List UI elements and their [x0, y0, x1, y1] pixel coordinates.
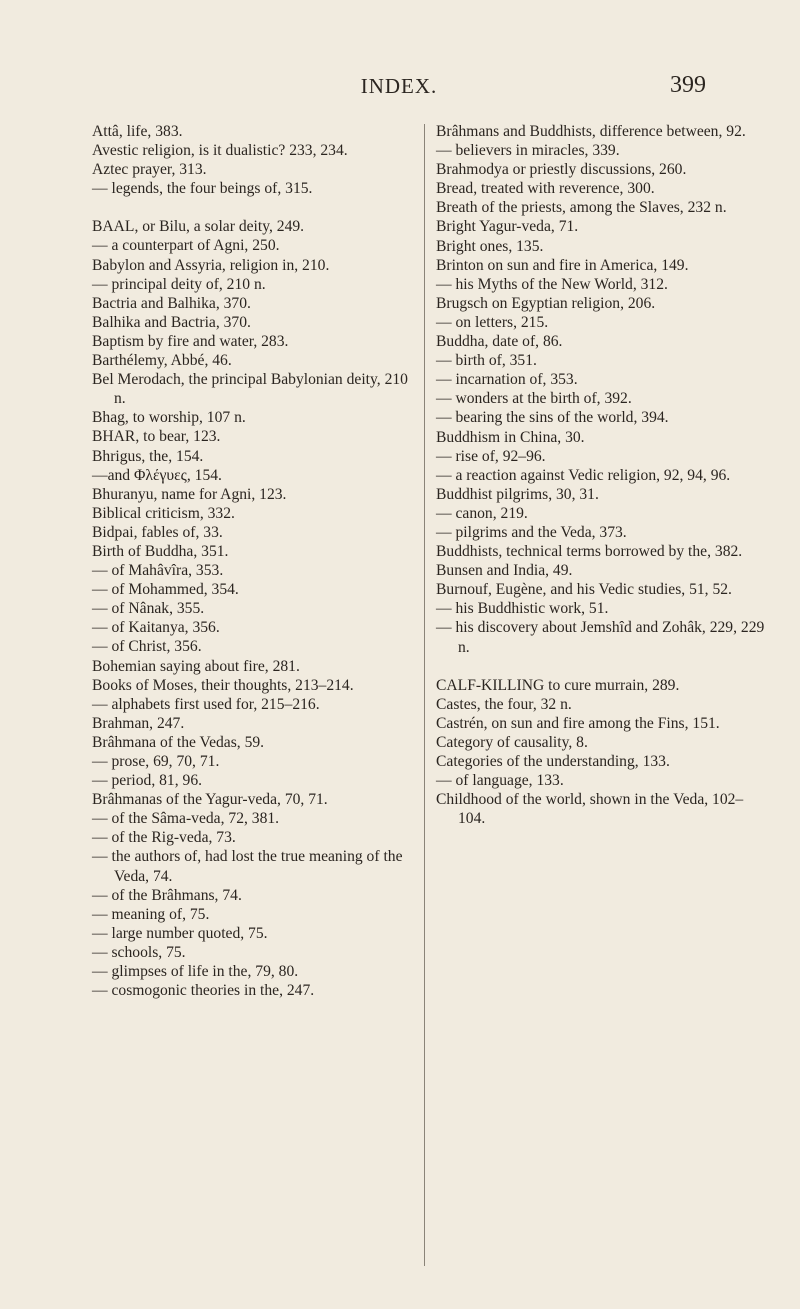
index-entry: Brahmodya or priestly discussions, 260.: [436, 161, 687, 179]
index-entry: — of language, 133.: [436, 772, 564, 790]
index-entry: BAAL, or Bilu, a solar deity, 249.: [92, 218, 305, 236]
index-entry: Baptism by fire and water, 283.: [92, 332, 289, 350]
page-number: 399: [670, 72, 706, 98]
index-entry: Buddha, date of, 86.: [436, 333, 563, 351]
index-entry: Castrén, on sun and fire among the Fins, 151.: [436, 714, 720, 732]
index-entry: Bidpai, fables of, 33.: [92, 523, 223, 541]
running-title: INDEX.: [360, 74, 438, 98]
index-entry: — principal deity of, 210 n.: [92, 275, 266, 293]
index-entry: Bel Merodach, the principal Babylonian deity, 210 n.: [92, 371, 408, 408]
index-entry: Brâhmans and Buddhists, difference between, 92.: [436, 123, 746, 140]
index-entry: — of Mahâvîra, 353.: [92, 562, 224, 580]
index-entry: — of Nânak, 355.: [92, 600, 205, 618]
index-entry: — wonders at the birth of, 392.: [436, 390, 632, 408]
index-entry: Categories of the understanding, 133.: [436, 753, 670, 770]
index-entry: Burnouf, Eugène, and his Vedic studies, 51, 52.: [436, 581, 732, 599]
column-divider: [424, 124, 425, 1266]
index-entry: Buddhist pilgrims, 30, 31.: [436, 485, 599, 503]
index-entry: Aztec prayer, 313.: [92, 161, 207, 179]
index-entry: — of Mohammed, 354.: [92, 581, 239, 599]
index-entry: CALF-KILLING to cure murrain, 289.: [436, 676, 680, 694]
index-entry: Balhika and Bactria, 370.: [92, 313, 251, 331]
index-entry: — canon, 219.: [436, 504, 528, 522]
index-entry: — large number quoted, 75.: [92, 924, 268, 942]
index-entry: Avestic religion, is it dualistic? 233, 234.: [92, 142, 348, 160]
index-entry: Bunsen and India, 49.: [436, 562, 573, 580]
index-entry: — rise of, 92–96.: [436, 447, 546, 465]
index-entry: — the authors of, had lost the true meaning of the Veda, 74.: [92, 848, 403, 885]
index-entry: — glimpses of life in the, 79, 80.: [92, 963, 299, 981]
index-entry: Childhood of the world, shown in the Veda, 102–104.: [436, 791, 744, 828]
index-entry: — of the Brâhmans, 74.: [92, 886, 242, 904]
index-entry: Bright ones, 135.: [436, 237, 544, 255]
index-entry: Buddhists, technical terms borrowed by the, 382.: [436, 543, 743, 561]
index-entry: Bhag, to worship, 107 n.: [92, 409, 246, 427]
index-entry: —and Φλέγυες, 154.: [92, 466, 222, 484]
index-entry: — incarnation of, 353.: [436, 371, 578, 389]
index-entry: Brâhmana of the Vedas, 59.: [92, 733, 265, 751]
index-entry: — legends, the four beings of, 315.: [92, 180, 313, 198]
page-header: [92, 74, 706, 104]
index-entry: Brugsch on Egyptian religion, 206.: [436, 294, 656, 312]
index-entry: — on letters, 215.: [436, 313, 549, 331]
index-entry: Breath of the priests, among the Slaves, 232 n.: [436, 199, 727, 217]
index-entry: — period, 81, 96.: [92, 772, 203, 790]
index-entry: Brâhmanas of the Yagur-veda, 70, 71.: [92, 791, 328, 809]
index-entry: Books of Moses, their thoughts, 213–214.: [92, 676, 354, 694]
index-entry: Bright Yagur-veda, 71.: [436, 218, 579, 236]
index-entry: — pilgrims and the Veda, 373.: [436, 523, 627, 541]
index-entry: — believers in miracles, 339.: [436, 142, 620, 160]
index-column-left: [92, 122, 414, 1000]
index-entry: Bread, treated with reverence, 300.: [436, 180, 655, 198]
index-entry: — his discovery about Jemshîd and Zohâk, 229, 229 n.: [436, 619, 765, 656]
index-entry: Castes, the four, 32 n.: [436, 695, 572, 713]
index-entry: Category of causality, 8.: [436, 733, 588, 751]
index-entry: — of the Rig-veda, 73.: [92, 829, 236, 847]
index-entry: — meaning of, 75.: [92, 905, 210, 923]
index-entry: Babylon and Assyria, religion in, 210.: [92, 256, 330, 274]
index-entry: Barthélemy, Abbé, 46.: [92, 352, 232, 370]
index-entry: Birth of Buddha, 351.: [92, 542, 229, 560]
index-entry: BHAR, to bear, 123.: [92, 428, 221, 446]
index-entry: — his Myths of the New World, 312.: [436, 275, 668, 293]
index-entry: Brahman, 247.: [92, 714, 185, 732]
index-entry: — a counterpart of Agni, 250.: [92, 237, 280, 255]
index-entry: Bhrigus, the, 154.: [92, 447, 204, 465]
index-entry: — of Kaitanya, 356.: [92, 619, 220, 637]
index-entry: — bearing the sins of the world, 394.: [436, 409, 669, 427]
index-entry: Brinton on sun and fire in America, 149.: [436, 256, 689, 274]
index-entry: — cosmogonic theories in the, 247.: [92, 982, 315, 1000]
index-entry: — his Buddhistic work, 51.: [436, 600, 609, 618]
index-entry: — birth of, 351.: [436, 352, 537, 370]
index-entry: Attâ, life, 383.: [92, 123, 183, 140]
index-entry: Bhuranyu, name for Agni, 123.: [92, 485, 287, 503]
index-entry: — alphabets first used for, 215–216.: [92, 695, 320, 713]
index-entry: — of Christ, 356.: [92, 638, 202, 656]
index-entry: — a reaction against Vedic religion, 92, 94, 96.: [436, 466, 731, 484]
index-entry: — of the Sâma-veda, 72, 381.: [92, 810, 280, 828]
index-entry: Buddhism in China, 30.: [436, 428, 585, 446]
index-entry: Biblical criticism, 332.: [92, 504, 235, 522]
index-entry: — prose, 69, 70, 71.: [92, 753, 220, 770]
index-entry: — schools, 75.: [92, 943, 186, 961]
index-column-right: [436, 122, 766, 828]
index-entry: Bohemian saying about fire, 281.: [92, 657, 300, 675]
index-entry: Bactria and Balhika, 370.: [92, 294, 251, 312]
